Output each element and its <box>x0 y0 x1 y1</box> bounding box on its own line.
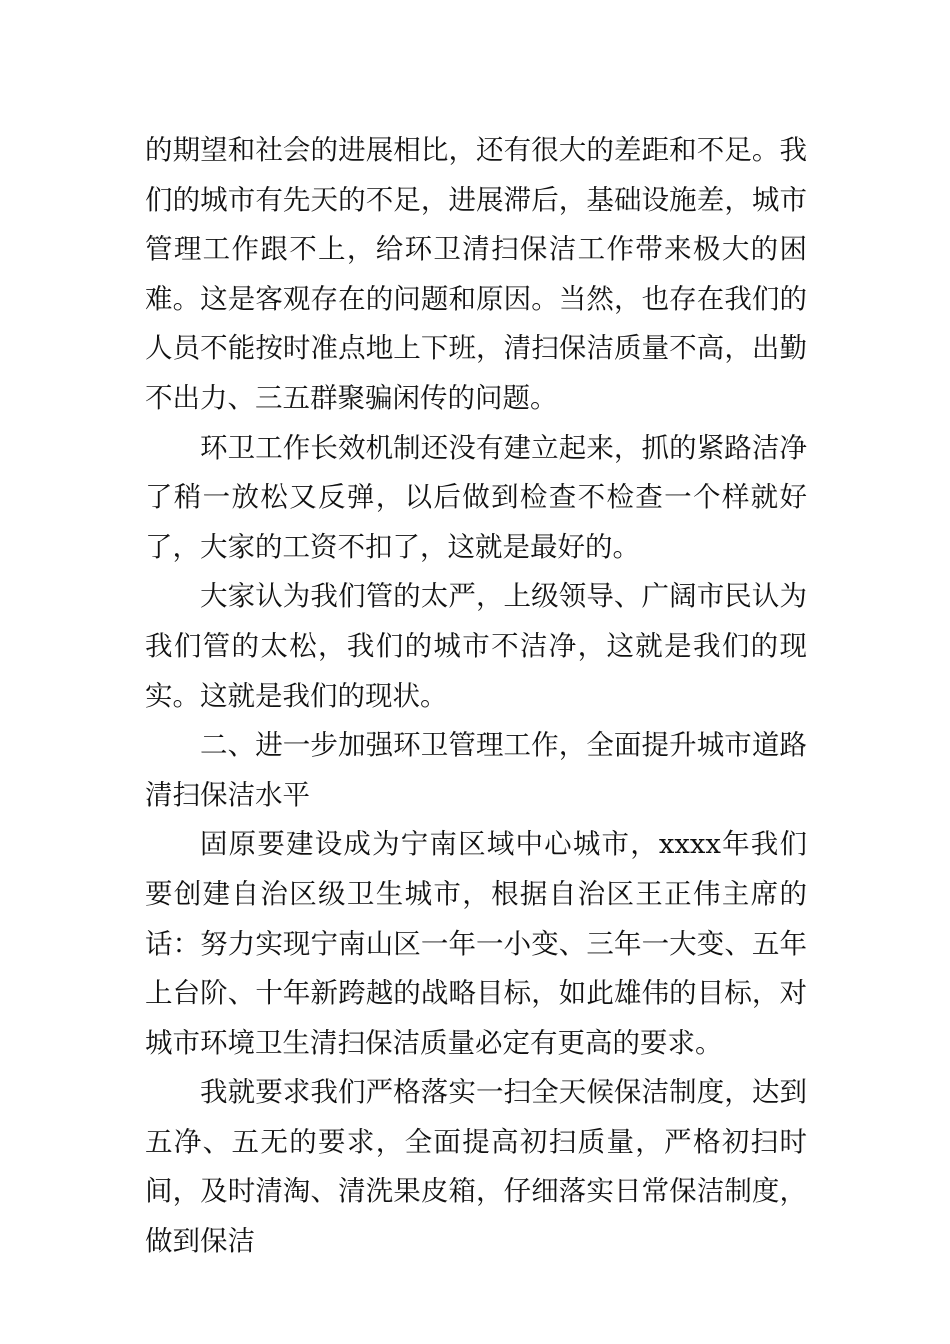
document-body <box>145 126 807 1267</box>
paragraph-2: 环卫工作长效机制还没有建立起来，抓的紧路洁净了稍一放松又反弹，以后做到检查不检查一个样就好了，大家的工资不扣了，这就是最好的。 <box>145 431 807 563</box>
paragraph-6: 我就要求我们严格落实一扫全天候保洁制度，达到五净、五无的要求，全面提高初扫质量，严格初扫时间，及时清淘、清洗果皮箱，仔细落实日常保洁制度，做到保洁 <box>145 1076 807 1258</box>
paragraph-3: 大家认为我们管的太严，上级领导、广阔市民认为我们管的太松，我们的城市不洁净，这就是我们的现实。这就是我们的现状。 <box>145 580 807 712</box>
paragraph-1: 的期望和社会的进展相比，还有很大的差距和不足。我们的城市有先天的不足，进展滞后，基础设施差，城市管理工作跟不上，给环卫清扫保洁工作带来极大的困难。这是客观存在的问题和原因。当然，也存在我们的人员不能按时准点地上下班，清扫保洁质量不高，出勤不出力、三五群聚骗闲传的问题。 <box>145 134 807 414</box>
paragraph-5: 固原要建设成为宁南区域中心城市，xxxx年我们要创建自治区级卫生城市，根据自治区王正伟主席的话：努力实现宁南山区一年一小变、三年一大变、五年上台阶、十年新跨越的战略目标，如此雄伟的目标，对城市环境卫生清扫保洁质量必定有更高的要求。 <box>145 828 807 1059</box>
section-heading: 二、进一步加强环卫管理工作，全面提升城市道路清扫保洁水平 <box>145 729 807 811</box>
